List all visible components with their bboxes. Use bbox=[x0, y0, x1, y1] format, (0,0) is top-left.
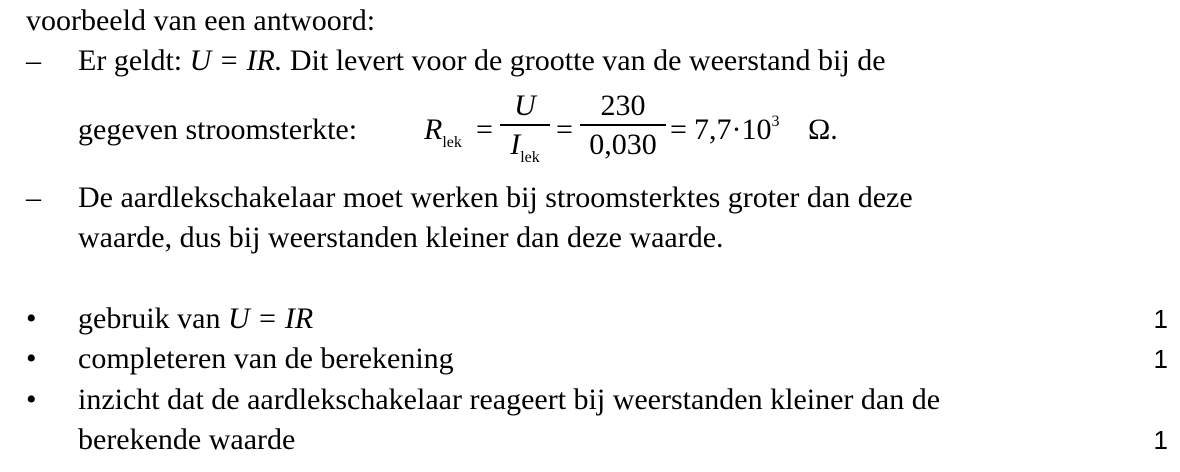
scoring-2-text: completeren van de berekening bbox=[78, 342, 454, 375]
lhs-symbol: R bbox=[424, 113, 443, 146]
fraction-1-denominator bbox=[500, 126, 550, 164]
scoring-1-formula: U = IR bbox=[227, 302, 314, 335]
fraction-2-numerator: 230 bbox=[600, 89, 646, 122]
fraction-1-numerator: U bbox=[514, 89, 536, 122]
point-1-line-1-post: Dit levert voor de grootte van de weerstand bij de bbox=[282, 44, 886, 77]
equals-3: = bbox=[670, 113, 687, 146]
fraction-1-den-symbol: I bbox=[510, 128, 521, 161]
fraction-2-denominator: 0,030 bbox=[589, 128, 657, 161]
scoring-1-bullet: • bbox=[26, 302, 37, 335]
scoring-3-text-line-1: inzicht dat de aardlekschakelaar reageert bij weerstanden kleiner dan de bbox=[78, 383, 941, 416]
point-1-line-1-pre: Er geldt: bbox=[78, 44, 190, 77]
point-1-formula-inline: U = IR. bbox=[189, 44, 283, 77]
scoring-3-text-line-2: berekende waarde bbox=[78, 423, 296, 456]
scoring-1-text bbox=[78, 302, 313, 335]
equals-2: = bbox=[556, 113, 573, 146]
result-value: 7,7·10 bbox=[694, 113, 772, 146]
point-1-marker: – bbox=[26, 44, 41, 77]
scoring-1-text-pre: gebruik van bbox=[78, 302, 228, 335]
formula-lhs bbox=[424, 113, 462, 151]
scoring-1-points: 1 bbox=[1153, 304, 1168, 334]
scoring-2-bullet: • bbox=[26, 342, 37, 375]
scoring-3-bullet: • bbox=[26, 383, 37, 416]
formula-result bbox=[694, 113, 780, 147]
point-2-line-2: waarde, dus bij weerstanden kleiner dan deze waarde. bbox=[78, 221, 724, 254]
lhs-subscript: lek bbox=[442, 134, 462, 151]
formula-label: gegeven stroomsterkte: bbox=[78, 113, 358, 146]
resistance-formula bbox=[78, 88, 978, 168]
fraction-u-over-i bbox=[500, 88, 550, 164]
fraction-230-over-0030 bbox=[580, 88, 666, 164]
intro-text: voorbeeld van een antwoord: bbox=[26, 4, 376, 37]
scoring-2-points: 1 bbox=[1153, 344, 1168, 374]
scoring-3-points: 1 bbox=[1153, 425, 1168, 455]
point-2-line-1: De aardlekschakelaar moet werken bij stroomsterktes groter dan deze bbox=[78, 181, 913, 214]
point-2-marker: – bbox=[26, 181, 41, 214]
equals-1: = bbox=[476, 113, 493, 146]
point-1-line-1 bbox=[78, 44, 886, 77]
formula-unit: Ω. bbox=[808, 113, 838, 146]
fraction-1-den-subscript: lek bbox=[520, 149, 540, 166]
result-exponent: 3 bbox=[771, 113, 780, 130]
